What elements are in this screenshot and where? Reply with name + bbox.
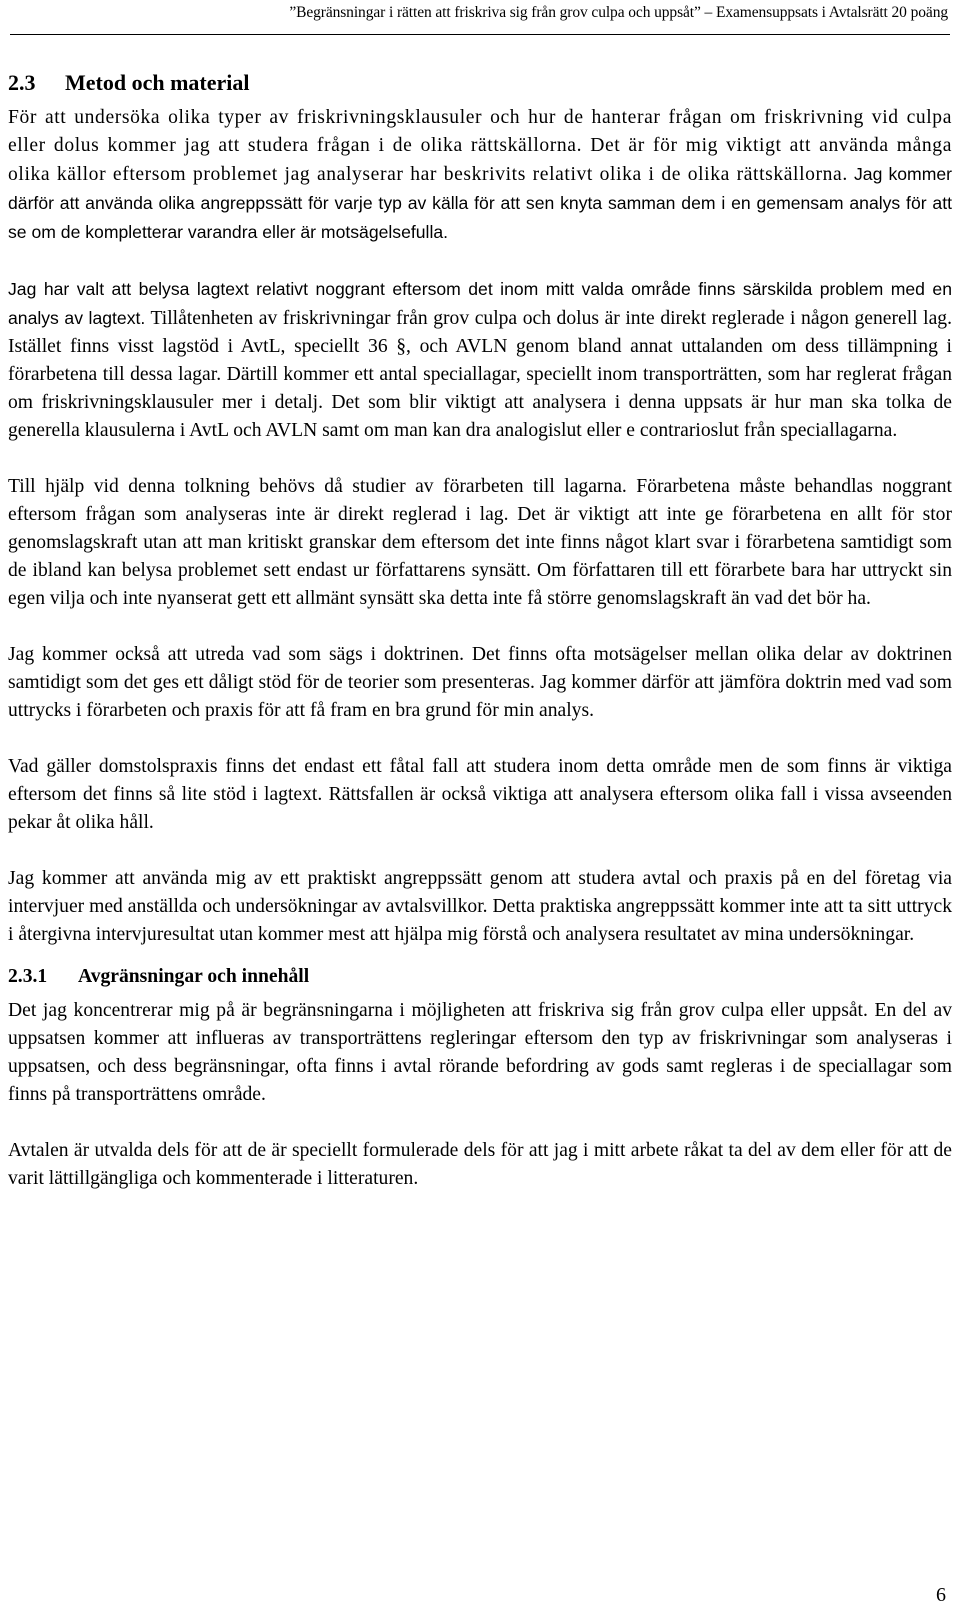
paragraph-text: Tillåtenheten av friskrivningar från grov culpa och dolus är inte direkt reglerade i någon generell lag. Istället finns visst lagstöd i AvtL, speciellt 36 §, och AVLN genom bland annat uttalanden om dess tillämpning i förarbetena till dessa lagar. Därtill kommer ett antal speciallagar, speciellt inom transporträtten, som har reglerat frågan om friskrivningsklausuler mer i detalj. Det som blir viktigt att analysera i denna uppsats är hur man ska tolka de generella klausulerna i AvtL och AVLN samt om man kan dra analogislut eller e contrarioslut från speciallagarna.	[8, 308, 952, 441]
section-heading	[8, 68, 952, 98]
paragraph-text: För att undersöka olika typer av friskrivningsklausuler och hur de hanterar frågan om friskrivning vid culpa eller dolus kommer jag att studera frågan i de olika rättskällorna. Det är för mig viktigt att använda många olika källor eftersom problemet jag analyserar har beskrivits relativt olika i de olika rättskällorna.	[8, 107, 952, 185]
section-title: Metod och material	[65, 70, 250, 95]
subsection-title: Avgränsningar och innehåll	[78, 966, 310, 987]
paragraph-text: Jag kommer därför att använda olika angreppssätt för varje typ av källa för att sen knyta samman dem i en gemensam analys för att se om de kompletterar varandra eller är motsägelsefulla.	[8, 164, 952, 242]
paragraph: Jag kommer att använda mig av ett praktiskt angreppssätt genom att studera avtal och praxis på en del företag via intervjuer med anställda och undersökningar av avtalsvillkor. Detta praktiska angreppssätt kommer inte att ta sitt uttryck i återgivna intervjuresultat utan kommer mest att hjälpa mig förstå och analysera resultatet av mina undersökningar.	[8, 868, 952, 945]
subsection-heading	[8, 963, 952, 991]
header-rule	[10, 34, 950, 35]
page-number: 6	[936, 1584, 946, 1606]
paragraph-text: Jag har valt att belysa lagtext relativt noggrant eftersom det inom mitt valda område finns särskilda problem med en analys av lagtext.	[8, 279, 952, 328]
section-number: 2.3	[8, 70, 36, 95]
paragraph: Till hjälp vid denna tolkning behövs då studier av förarbeten till lagarna. Förarbetena måste behandlas noggrant eftersom frågan som analyseras inte är direkt reglerad i lag. Det är viktigt att inte ge förarbetena en allt för stor genomslagskraft utan att man kritiskt granskar dem eftersom det inte finns något klart svar i förarbetena samtidigt som de ibland kan belysa problemet sett endast ur författarens synsätt. Om författaren till ett förarbete bara har uttryckt sin egen vilja och inte nyanserat gett ett allmänt synsätt ska detta inte få större genomslagskraft än vad det bör ha.	[8, 476, 952, 609]
subsection-number: 2.3.1	[8, 966, 48, 987]
paragraph	[8, 275, 952, 445]
paragraph: Jag kommer också att utreda vad som sägs i doktrinen. Det finns ofta motsägelser mellan olika delar av doktrinen samtidigt som det ges ett dåligt stöd för de teorier som presenteras. Jag kommer därför att jämföra doktrin med vad som uttrycks i förarbeten och praxis för att få fram en bra grund för min analys.	[8, 644, 952, 721]
paragraph: Det jag koncentrerar mig på är begränsningarna i möjligheten att friskriva sig från grov culpa eller uppsåt. En del av uppsatsen kommer att influeras av transporträttens regleringar eftersom den typ av friskrivningar som analyseras i uppsatsen, och dess begränsningar, ofta finns i avtal rörande befordring av gods samt regleras i de speciallagar som finns på transporträttens område.	[8, 1000, 952, 1105]
running-header: ”Begränsningar i rätten att friskriva sig från grov culpa och uppsåt” – Examensuppsats i Avtalsrätt 20 poäng	[289, 4, 948, 21]
paragraph: Vad gäller domstolspraxis finns det endast ett fåtal fall att studera inom detta område men de som finns är viktiga eftersom det finns så lite stöd i lagtext. Rättsfallen är också viktiga att analysera eftersom olika fall i vissa avseenden pekar åt olika håll.	[8, 756, 952, 833]
document-body	[8, 68, 952, 1221]
paragraph	[8, 104, 952, 247]
paragraph: Avtalen är utvalda dels för att de är speciellt formulerade dels för att jag i mitt arbete råkat ta del av dem eller för att de varit lättillgängliga och kommenterade i litteraturen.	[8, 1140, 952, 1189]
